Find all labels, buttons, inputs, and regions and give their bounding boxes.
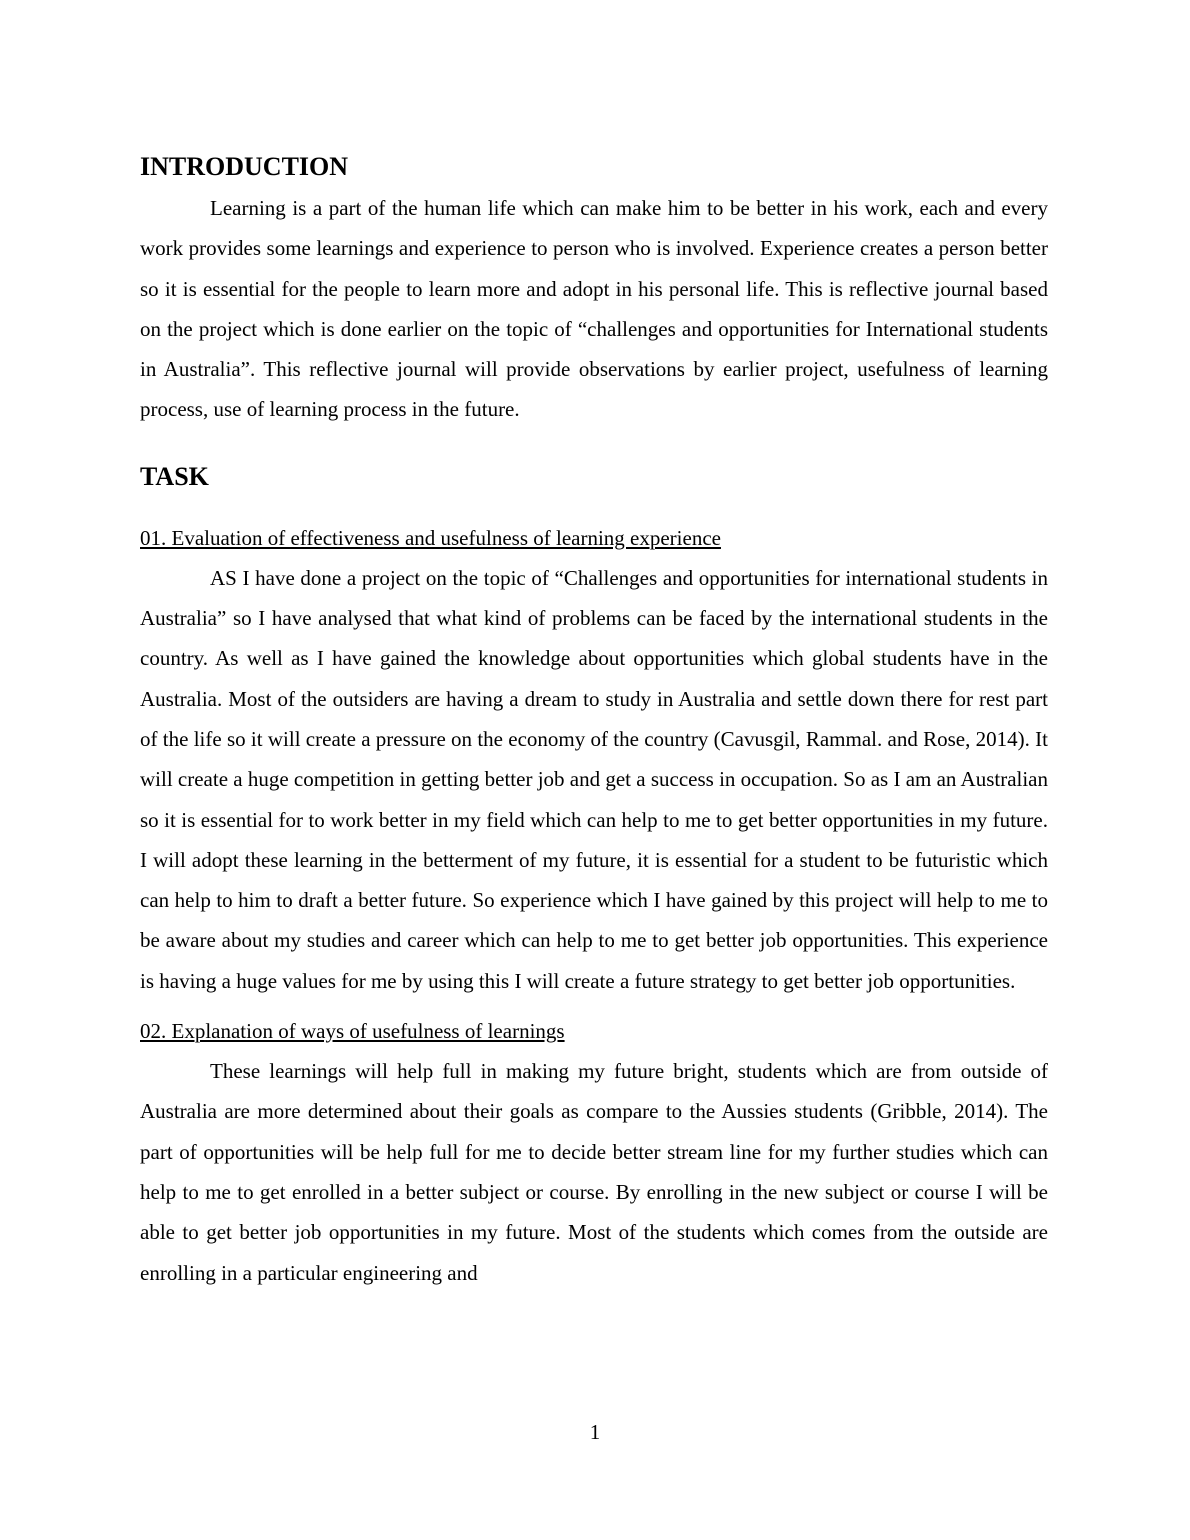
page-number: 1: [589, 1420, 601, 1444]
task-heading: TASK: [140, 461, 209, 491]
section-2-title: 02. Explanation of ways of usefulness of learnings: [140, 1019, 565, 1044]
document-page: [140, 146, 1048, 1293]
introduction-heading: INTRODUCTION: [140, 152, 349, 181]
introduction-paragraph: Learning is a part of the human life which can make him to be better in his work, each and every work provides some learnings and experience to person who is involved. Experience creates a person better so it is essential for the people to learn more and adopt in his personal life. This is reflective journal based on the project which is done earlier on the topic of “challenges and opportunities for International students in Australia”. This reflective journal will provide observations by earlier project, usefulness of learning process, use of learning process in the future.: [140, 196, 1048, 422]
section-2-paragraph: These learnings will help full in making my future bright, students which are from outside of Australia are more determined about their goals as compare to the Aussies students (Gribble, 2014). The part of opportunities will be help full for me to decide better stream line for my further studies which can help to me to get enrolled in a better subject or course. By enrolling in the new subject or course I will be able to get better job opportunities in my future. Most of the students which comes from the outside are enrolling in a particular engineering and: [140, 1059, 1048, 1285]
section-1-paragraph: AS I have done a project on the topic of “Challenges and opportunities for international students in Australia” so I have analysed that what kind of problems can be faced by the international students in the country. As well as I have gained the knowledge about opportunities which global students have in the Australia. Most of the outsiders are having a dream to study in Australia and settle down there for rest part of the life so it will create a pressure on the economy of the country (Cavusgil, Rammal. and Rose, 2014). It will create a huge competition in getting better job and get a success in occupation. So as I am an Australian so it is essential for to work better in my field which can help to me to get better opportunities in my future. I will adopt these learning in the betterment of my future, it is essential for a student to be futuristic which can help to him to draft a better future. So experience which I have gained by this project will help to me to be aware about my studies and career which can help to me to get better job opportunities. This experience is having a huge values for me by using this I will create a future strategy to get better job opportunities.: [140, 565, 1048, 993]
section-1-title: 01. Evaluation of effectiveness and usefulness of learning experience: [140, 525, 721, 550]
